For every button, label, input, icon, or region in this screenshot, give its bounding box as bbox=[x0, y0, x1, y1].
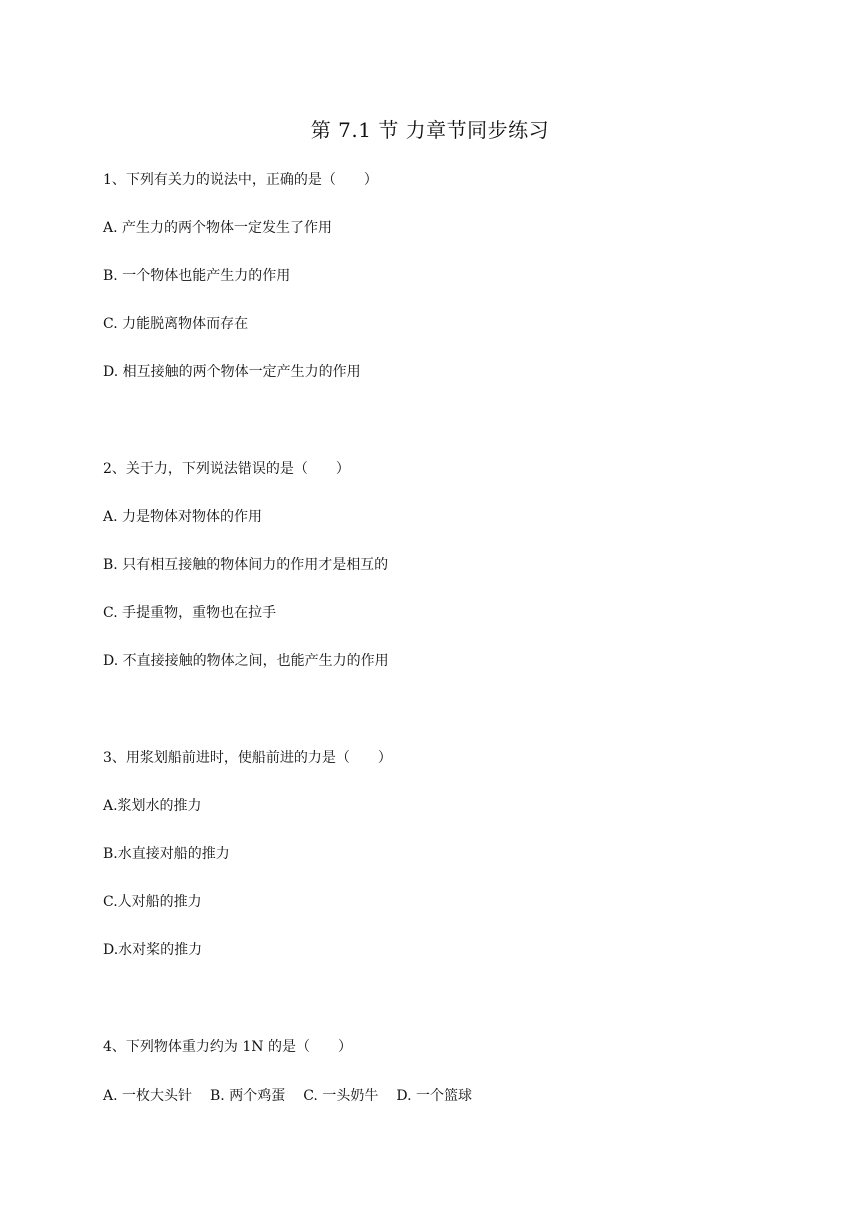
question-1-option-b: B. 一个物体也能产生力的作用 bbox=[103, 268, 291, 284]
question-2-stem: 2、关于力，下列说法错误的是（ ） bbox=[103, 461, 350, 477]
question-3-option-d: D.水对桨的推力 bbox=[103, 942, 203, 958]
question-1-option-d: D. 相互接触的两个物体一定产生力的作用 bbox=[103, 364, 361, 380]
question-4-stem: 4、下列物体重力约为 1N 的是（ ） bbox=[103, 1039, 352, 1055]
page-title: 第 7.1 节 力章节同步练习 bbox=[310, 118, 550, 142]
question-4-option-b: B. 两个鸡蛋 bbox=[210, 1088, 286, 1104]
question-4-option-a: A. 一枚大头针 bbox=[103, 1088, 193, 1104]
question-1-option-c: C. 力能脱离物体而存在 bbox=[103, 316, 249, 332]
question-3-stem: 3、用浆划船前进时，使船前进的力是（ ） bbox=[103, 750, 392, 766]
question-1-stem: 1、下列有关力的说法中，正确的是（ ） bbox=[103, 172, 378, 188]
question-2-option-d: D. 不直接接触的物体之间，也能产生力的作用 bbox=[103, 653, 389, 669]
question-1-option-a: A. 产生力的两个物体一定发生了作用 bbox=[103, 220, 333, 236]
question-4-option-c: C. 一头奶牛 bbox=[303, 1088, 379, 1104]
question-3-option-c: C.人对船的推力 bbox=[103, 894, 202, 910]
question-2-option-b: B. 只有相互接触的物体间力的作用才是相互的 bbox=[103, 557, 389, 573]
question-3-option-b: B.水直接对船的推力 bbox=[103, 846, 230, 862]
question-4-options bbox=[103, 1086, 490, 1106]
question-2-option-c: C. 手提重物，重物也在拉手 bbox=[103, 605, 277, 621]
question-3-option-a: A.浆划水的推力 bbox=[103, 798, 202, 814]
question-4-option-d: D. 一个篮球 bbox=[396, 1088, 472, 1104]
question-2-option-a: A. 力是物体对物体的作用 bbox=[103, 509, 263, 525]
